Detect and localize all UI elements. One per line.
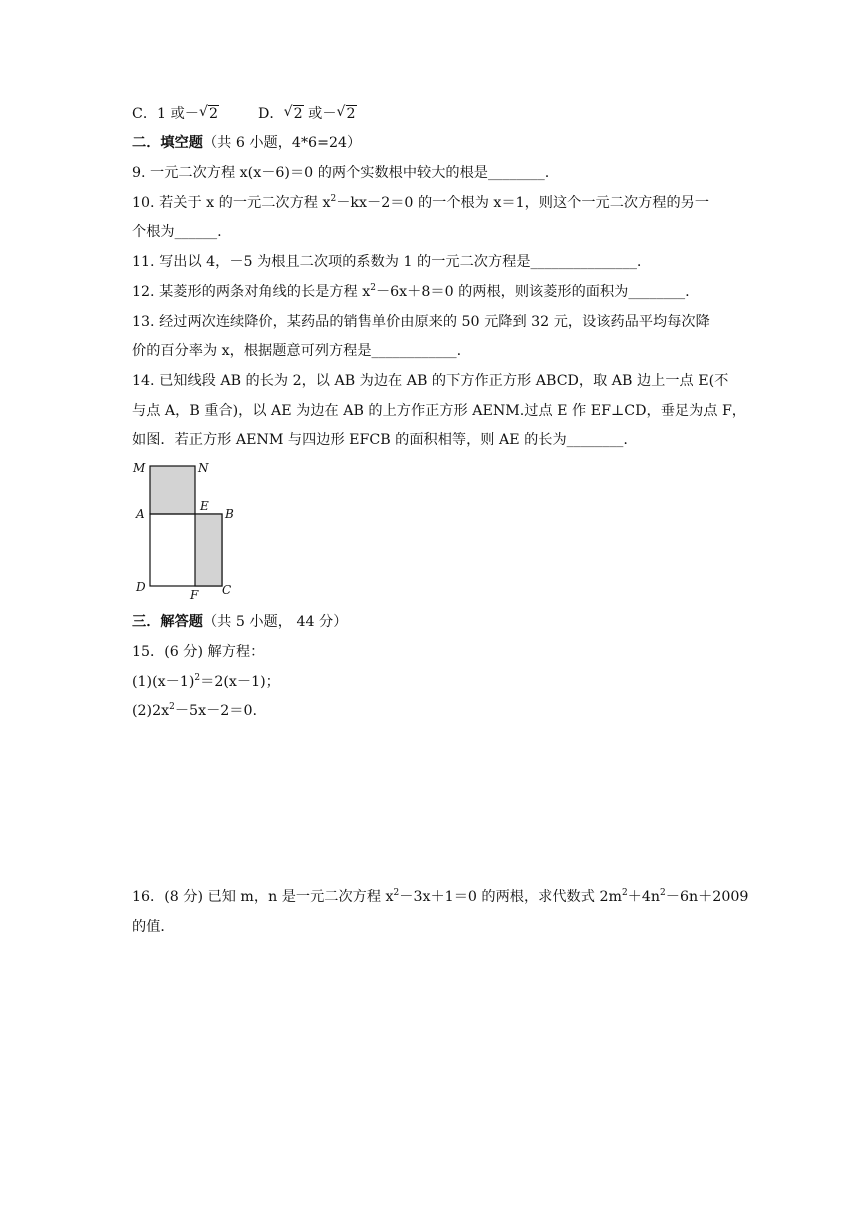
label-b: B <box>225 507 234 521</box>
section2-title: 二．填空题 <box>132 135 203 151</box>
question-13-line1: 13. 经过两次连续降价，某药品的销售单价由原来的 50 元降到 32 元，设该药品平均每次降 <box>132 314 710 330</box>
question-15-part2: $(2)2x^2-5x-2=0$. <box>132 702 258 719</box>
option-c-text: 1 或－ <box>157 106 199 122</box>
square-figure <box>128 460 248 602</box>
option-line-cd <box>132 104 357 124</box>
question-14-line2: 与点 A，B 重合)，以 AE 为边在 AB 的上方作正方形 AENM.过点 E 作 EF⊥CD，垂足为点 F， <box>132 403 746 419</box>
square-aenm <box>150 466 195 514</box>
question-14-line3: 如图．若正方形 AENM 与四边形 EFCB 的面积相等，则 AE 的长为________. <box>132 432 628 448</box>
question-15-part1: $(1)(x-1)^2=2(x-1)$； <box>132 673 280 690</box>
question-13-line2: 价的百分率为 x，根据题意可列方程是____________. <box>132 343 462 359</box>
question-11: 11. 写出以 4，－5 为根且二次项的系数为 1 的一元二次方程是_______________. <box>132 254 642 270</box>
question-14-line1: 14. 已知线段 AB 的长为 2，以 AB 为边在 AB 的下方作正方形 ABCD，取 AB 边上一点 E(不 <box>132 373 729 389</box>
option-d-sqrt-2: √ 2 <box>336 104 356 122</box>
option-d-sqrt-1: √ 2 <box>283 104 303 122</box>
option-c-sqrt: √ 2 <box>198 104 218 122</box>
label-e: E <box>200 499 209 513</box>
section2-heading <box>132 133 361 153</box>
section3-title: 三．解答题 <box>132 614 203 630</box>
question-10-line2: 个根为______. <box>132 224 222 240</box>
option-c-label: C． <box>132 106 158 122</box>
question-9: 9. 一元二次方程 x(x－6)＝0 的两个实数根中较大的根是________. <box>132 165 550 181</box>
option-d-text: 或－ <box>303 106 337 122</box>
label-d: D <box>136 580 146 594</box>
question-16-line2: 的值． <box>132 919 175 935</box>
label-n: N <box>198 461 209 475</box>
option-d-label: D． <box>258 106 284 122</box>
label-f: F <box>190 588 199 602</box>
quad-efcb <box>195 514 222 586</box>
section3-note: （共 5 小题， 44 分） <box>202 614 348 630</box>
section2-note: （共 6 小题，4*6=24） <box>202 135 362 151</box>
question-12: 12. 某菱形的两条对角线的长是方程 $x^2-6x+8=0$ 的两根，则该菱形的面积为________. <box>132 283 690 300</box>
question-10-line1: 10. 若关于 x 的一元二次方程 $x^2-kx-2=0$ 的一个根为 x＝1，则这个一元二次方程的另一 <box>132 194 710 211</box>
question-15-head: 15．(6 分) 解方程： <box>132 644 265 660</box>
label-m: M <box>133 461 146 475</box>
label-a: A <box>136 507 145 521</box>
question-16-line1: 16．(8 分) 已知 m，n 是一元二次方程 $x^2-3x+1=0$ 的两根，求代数式 $2m^2+4n^2-6n+2009$ <box>132 888 749 905</box>
section3-heading <box>132 612 347 632</box>
label-c: C <box>222 583 232 597</box>
